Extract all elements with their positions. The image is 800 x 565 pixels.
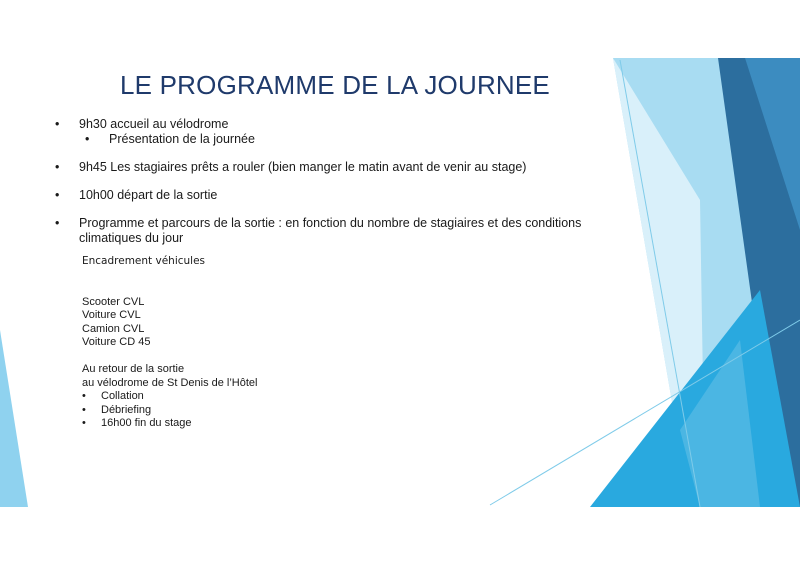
retour-item-text: Collation [101, 390, 144, 402]
bullet-text: 9h45 Les stagiaires prêts a rouler (bien manger le matin avant de venir au stage) [79, 160, 527, 174]
vehicle-item: Voiture CD 45 [82, 336, 151, 348]
retour-item [82, 404, 482, 418]
bullet-glyph: • [82, 417, 86, 429]
retour-item [82, 417, 482, 431]
vehicle-item: Voiture CVL [82, 309, 141, 321]
deco-left-strip [0, 330, 28, 507]
bullet-glyph: • [85, 132, 90, 146]
bullet-item [55, 117, 635, 132]
retour-item-text: 16h00 fin du stage [101, 417, 192, 429]
vehicle-item: Camion CVL [82, 322, 145, 335]
encadrement-heading: Encadrement véhicules [82, 255, 206, 267]
encadrement-block [82, 255, 482, 431]
bullet-text: Programme et parcours de la sortie : en fonction du nombre de stagiaires et des conditions climatiques du jour [79, 216, 582, 245]
retour-item-text: Débriefing [101, 403, 152, 416]
slide-title: LE PROGRAMME DE LA JOURNEE [120, 70, 550, 100]
sub-bullet-item [55, 132, 635, 147]
bullet-text: 10h00 départ de la sortie [79, 188, 218, 202]
retour-item [82, 390, 482, 404]
bullet-item [55, 216, 635, 246]
bullet-list [55, 117, 635, 246]
bullet-glyph: • [55, 216, 60, 230]
bullet-item [55, 188, 635, 203]
bullet-glyph: • [82, 390, 86, 402]
bullet-glyph: • [55, 188, 60, 202]
retour-line-2: au vélodrome de St Denis de l’Hôtel [82, 376, 258, 389]
bullet-glyph: • [55, 117, 60, 131]
bullet-text: Présentation de la journée [109, 132, 255, 146]
vehicle-item: Scooter CVL [82, 295, 145, 308]
bullet-text: 9h30 accueil au vélodrome [79, 117, 229, 131]
retour-line-1: Au retour de la sortie [82, 363, 185, 375]
bullet-glyph: • [82, 403, 86, 416]
bullet-glyph: • [55, 160, 60, 174]
bullet-item [55, 160, 635, 175]
